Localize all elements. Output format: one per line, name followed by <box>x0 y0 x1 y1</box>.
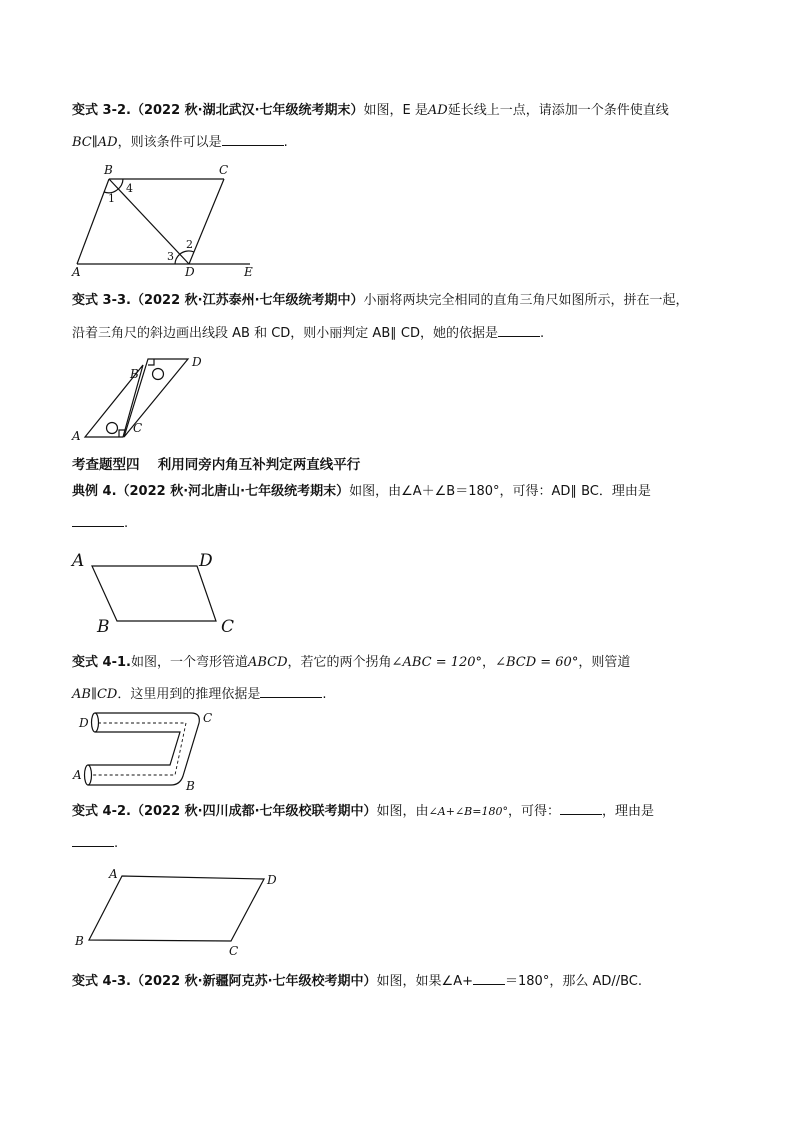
problem-label: 变式 3-3. <box>72 293 131 308</box>
point-c-label: C <box>229 944 239 958</box>
math-ab-parallel-cd: AB∥CD <box>72 687 118 702</box>
problem-text: 如图，一个弯形管道 <box>130 655 248 670</box>
point-a-label: A <box>73 768 82 782</box>
point-c-label: C <box>221 617 235 637</box>
problem-4-3-line-1 <box>72 972 642 991</box>
problem-text: 延长线上一点，请添加一个条件使直线 <box>447 103 669 118</box>
point-a-label: A <box>72 429 81 443</box>
period: . <box>124 516 129 531</box>
point-a-label: A <box>72 265 81 279</box>
point-c-label: C <box>203 711 213 725</box>
problem-source: （2022 秋·四川成都·七年级校联考期中） <box>130 804 377 819</box>
problem-text: 沿着三角尺的斜边画出线段 AB 和 CD，则小丽判定 AB∥ CD，她的依据是 <box>72 326 498 341</box>
problem-label: 变式 4-3. <box>72 974 131 989</box>
point-a-label: A <box>109 867 118 881</box>
point-c-label: C <box>219 163 229 177</box>
section-heading: 考查题型四 利用同旁内角互补判定两直线平行 <box>72 457 361 473</box>
point-d-label: D <box>267 873 277 887</box>
math-ad: AD <box>427 103 448 118</box>
problem-source: （2022 秋·新疆阿克苏·七年级校考期中） <box>130 974 377 989</box>
point-b-label: B <box>75 934 84 948</box>
point-b-label: B <box>186 779 195 793</box>
period: . <box>539 326 545 341</box>
point-b-label: B <box>97 617 110 637</box>
problem-text: ，理由是 <box>601 804 654 819</box>
problem-label: 变式 4-1. <box>72 655 131 670</box>
angle-1-label: 1 <box>108 192 115 205</box>
problem-text: ，可得： <box>507 804 560 819</box>
problem-text: 如图，由∠A＋∠B＝180°，可得：AD∥ BC．理由是 <box>349 484 651 499</box>
separator: ， <box>482 655 496 670</box>
point-d-label: D <box>79 716 89 730</box>
problem-label: 典例 4. <box>72 484 117 499</box>
math-bc-parallel-ad: BC∥AD <box>72 135 118 150</box>
angle-3-label: 3 <box>167 250 174 263</box>
answer-blank[interactable] <box>473 972 505 985</box>
point-d-label: D <box>192 355 202 369</box>
problem-text: 如图，由 <box>376 804 429 819</box>
problem-text: ，若它的两个拐角 <box>287 655 392 670</box>
point-d-label: D <box>185 265 195 279</box>
point-c-label: C <box>133 421 143 435</box>
problem-text: ．这里用到的推理依据是 <box>117 687 261 702</box>
problem-label: 变式 4-2. <box>72 804 131 819</box>
problem-text: 如图，E 是 <box>363 103 428 118</box>
point-b-label: B <box>104 163 113 177</box>
problem-text: ，则管道 <box>578 655 631 670</box>
period: . <box>283 135 288 150</box>
period: . <box>322 687 327 702</box>
point-e-label: E <box>244 265 253 279</box>
math-angle-bcd: ∠BCD = 60° <box>495 655 579 670</box>
problem-source: （2022 秋·江苏泰州·七年级统考期中） <box>130 293 364 308</box>
problem-text: ，则该条件可以是 <box>117 135 222 150</box>
problem-source: （2022 秋·河北唐山·七年级统考期末） <box>116 484 350 499</box>
point-a-label: A <box>72 551 85 571</box>
point-d-label: D <box>199 551 213 571</box>
problem-text: ＝180°，那么 AD//BC. <box>505 974 643 989</box>
math-angle-abc: ∠ABC = 120° <box>391 655 483 670</box>
point-b-label: B <box>130 367 139 381</box>
angle-2-label: 2 <box>186 238 193 251</box>
problem-label: 变式 3-2. <box>72 103 131 118</box>
problem-text: 小丽将两块完全相同的直角三角尺如图所示，拼在一起， <box>363 293 689 308</box>
period: . <box>114 836 119 851</box>
math-condition: ∠A+∠B=180° <box>428 805 508 818</box>
math-abcd: ABCD <box>247 655 288 670</box>
problem-source: （2022 秋·湖北武汉·七年级统考期末） <box>130 103 364 118</box>
problem-text: 如图，如果∠A+ <box>376 974 473 989</box>
angle-4-label: 4 <box>126 182 133 195</box>
